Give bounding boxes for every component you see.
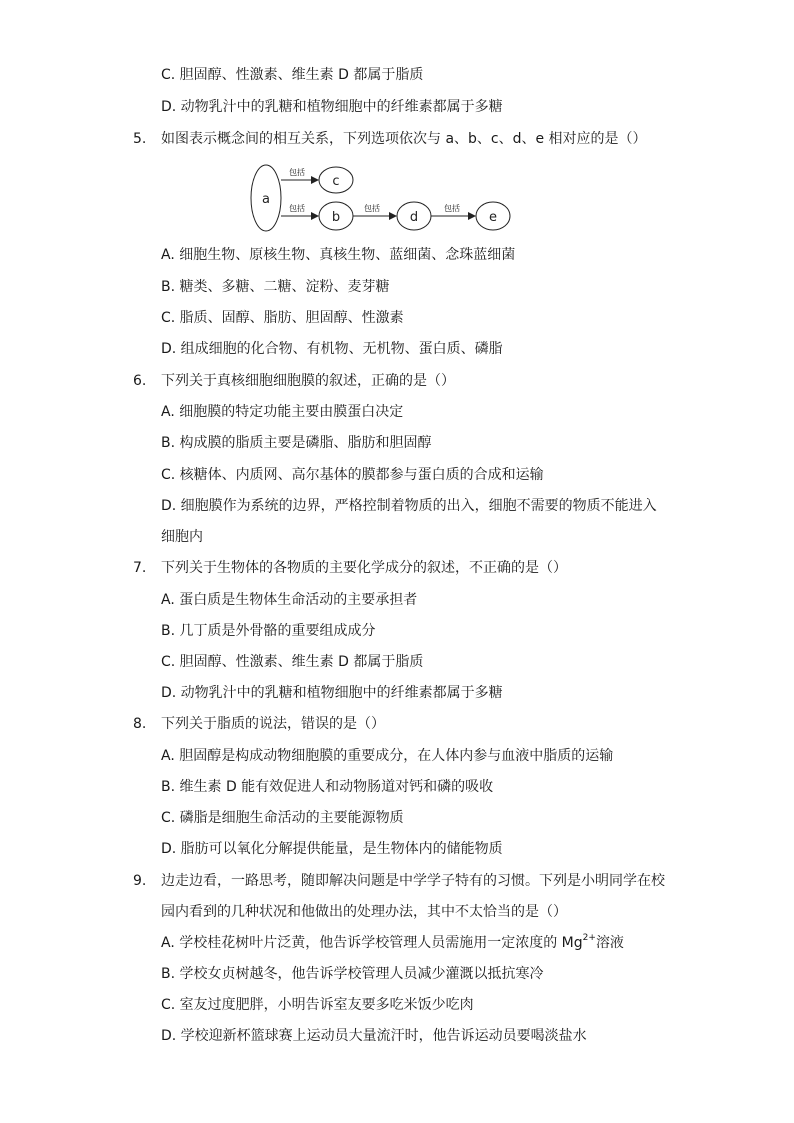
node-a-label: a (262, 192, 270, 207)
q6-option-c: C. 核糖体、内质网、高尔基体的膜都参与蛋白质的合成和运输 (161, 467, 544, 483)
q4-option-d: D. 动物乳汁中的乳糖和植物细胞中的纤维素都属于多糖 (161, 99, 503, 115)
q8-option-a: A. 胆固醇是构成动物细胞膜的重要成分，在人体内参与血液中脂质的运输 (161, 748, 614, 764)
q9-option-a (161, 934, 624, 952)
arrow-d-e-label: 包括 (444, 204, 460, 213)
q8-number: 8. (133, 716, 147, 732)
q7-option-b: B. 几丁质是外骨骼的重要组成成分 (161, 623, 376, 639)
q9-option-a-superscript: 2+ (582, 933, 596, 944)
q9-option-a-suffix: 溶液 (595, 935, 624, 951)
q6-stem: 下列关于真核细胞细胞膜的叙述，正确的是（） (161, 373, 455, 389)
q6-option-d: D. 细胞膜作为系统的边界，严格控制着物质的出入，细胞不需要的物质不能进入 (161, 498, 657, 514)
q9-option-b: B. 学校女贞树越冬，他告诉学校管理人员减少灌溉以抵抗寒冷 (161, 966, 544, 982)
q7-option-a: A. 蛋白质是生物体生命活动的主要承担者 (161, 592, 418, 608)
concept-diagram (248, 160, 518, 236)
node-b-label: b (331, 210, 341, 225)
arrow-b-d-label: 包括 (364, 204, 380, 213)
q5-option-a: A. 细胞生物、原核生物、真核生物、蓝细菌、念珠蓝细菌 (161, 247, 516, 263)
q8-option-d: D. 脂肪可以氧化分解提供能量，是生物体内的储能物质 (161, 841, 503, 857)
q6-option-a: A. 细胞膜的特定功能主要由膜蛋白决定 (161, 404, 404, 420)
q5-option-b: B. 糖类、多糖、二糖、淀粉、麦芽糖 (161, 279, 390, 295)
node-e-label: e (489, 210, 497, 225)
node-c-label: c (332, 174, 340, 189)
q8-stem: 下列关于脂质的说法，错误的是（） (161, 716, 385, 732)
q7-stem: 下列关于生物体的各物质的主要化学成分的叙述，不正确的是（） (161, 560, 567, 576)
q5-stem: 如图表示概念间的相互关系，下列选项依次与 a、b、c、d、e 相对应的是（） (161, 131, 647, 147)
q9-option-d: D. 学校迎新杯篮球赛上运动员大量流汗时，他告诉运动员要喝淡盐水 (161, 1028, 587, 1044)
q9-stem: 边走边看，一路思考，随即解决问题是中学学子特有的习惯。下列是小明同学在校 (161, 873, 665, 889)
arrow-a-b-label: 包括 (289, 204, 305, 213)
q9-number: 9. (133, 873, 147, 889)
q6-number: 6. (133, 373, 147, 389)
q7-number: 7. (133, 560, 147, 576)
q4-option-c: C. 胆固醇、性激素、维生素 D 都属于脂质 (161, 67, 424, 83)
q9-option-a-text: A. 学校桂花树叶片泛黄，他告诉学校管理人员需施用一定浓度的 Mg (161, 935, 583, 951)
q7-option-c: C. 胆固醇、性激素、维生素 D 都属于脂质 (161, 654, 424, 670)
arrow-a-c-label: 包括 (289, 168, 305, 177)
node-d-label: d (409, 210, 419, 225)
q5-option-c: C. 脂质、固醇、脂肪、胆固醇、性激素 (161, 310, 404, 326)
q9-stem-continued: 园内看到的几种状况和他做出的处理办法，其中不太恰当的是（） (161, 904, 567, 920)
q7-option-d: D. 动物乳汁中的乳糖和植物细胞中的纤维素都属于多糖 (161, 685, 503, 701)
q8-option-c: C. 磷脂是细胞生命活动的主要能源物质 (161, 810, 404, 826)
q5-number: 5. (133, 131, 147, 147)
q9-option-c: C. 室友过度肥胖，小明告诉室友要多吃米饭少吃肉 (161, 997, 474, 1013)
q6-option-b: B. 构成膜的脂质主要是磷脂、脂肪和胆固醇 (161, 435, 432, 451)
q8-option-b: B. 维生素 D 能有效促进人和动物肠道对钙和磷的吸收 (161, 779, 494, 795)
q6-option-d-continued: 细胞内 (161, 529, 203, 545)
q5-option-d: D. 组成细胞的化合物、有机物、无机物、蛋白质、磷脂 (161, 341, 503, 357)
